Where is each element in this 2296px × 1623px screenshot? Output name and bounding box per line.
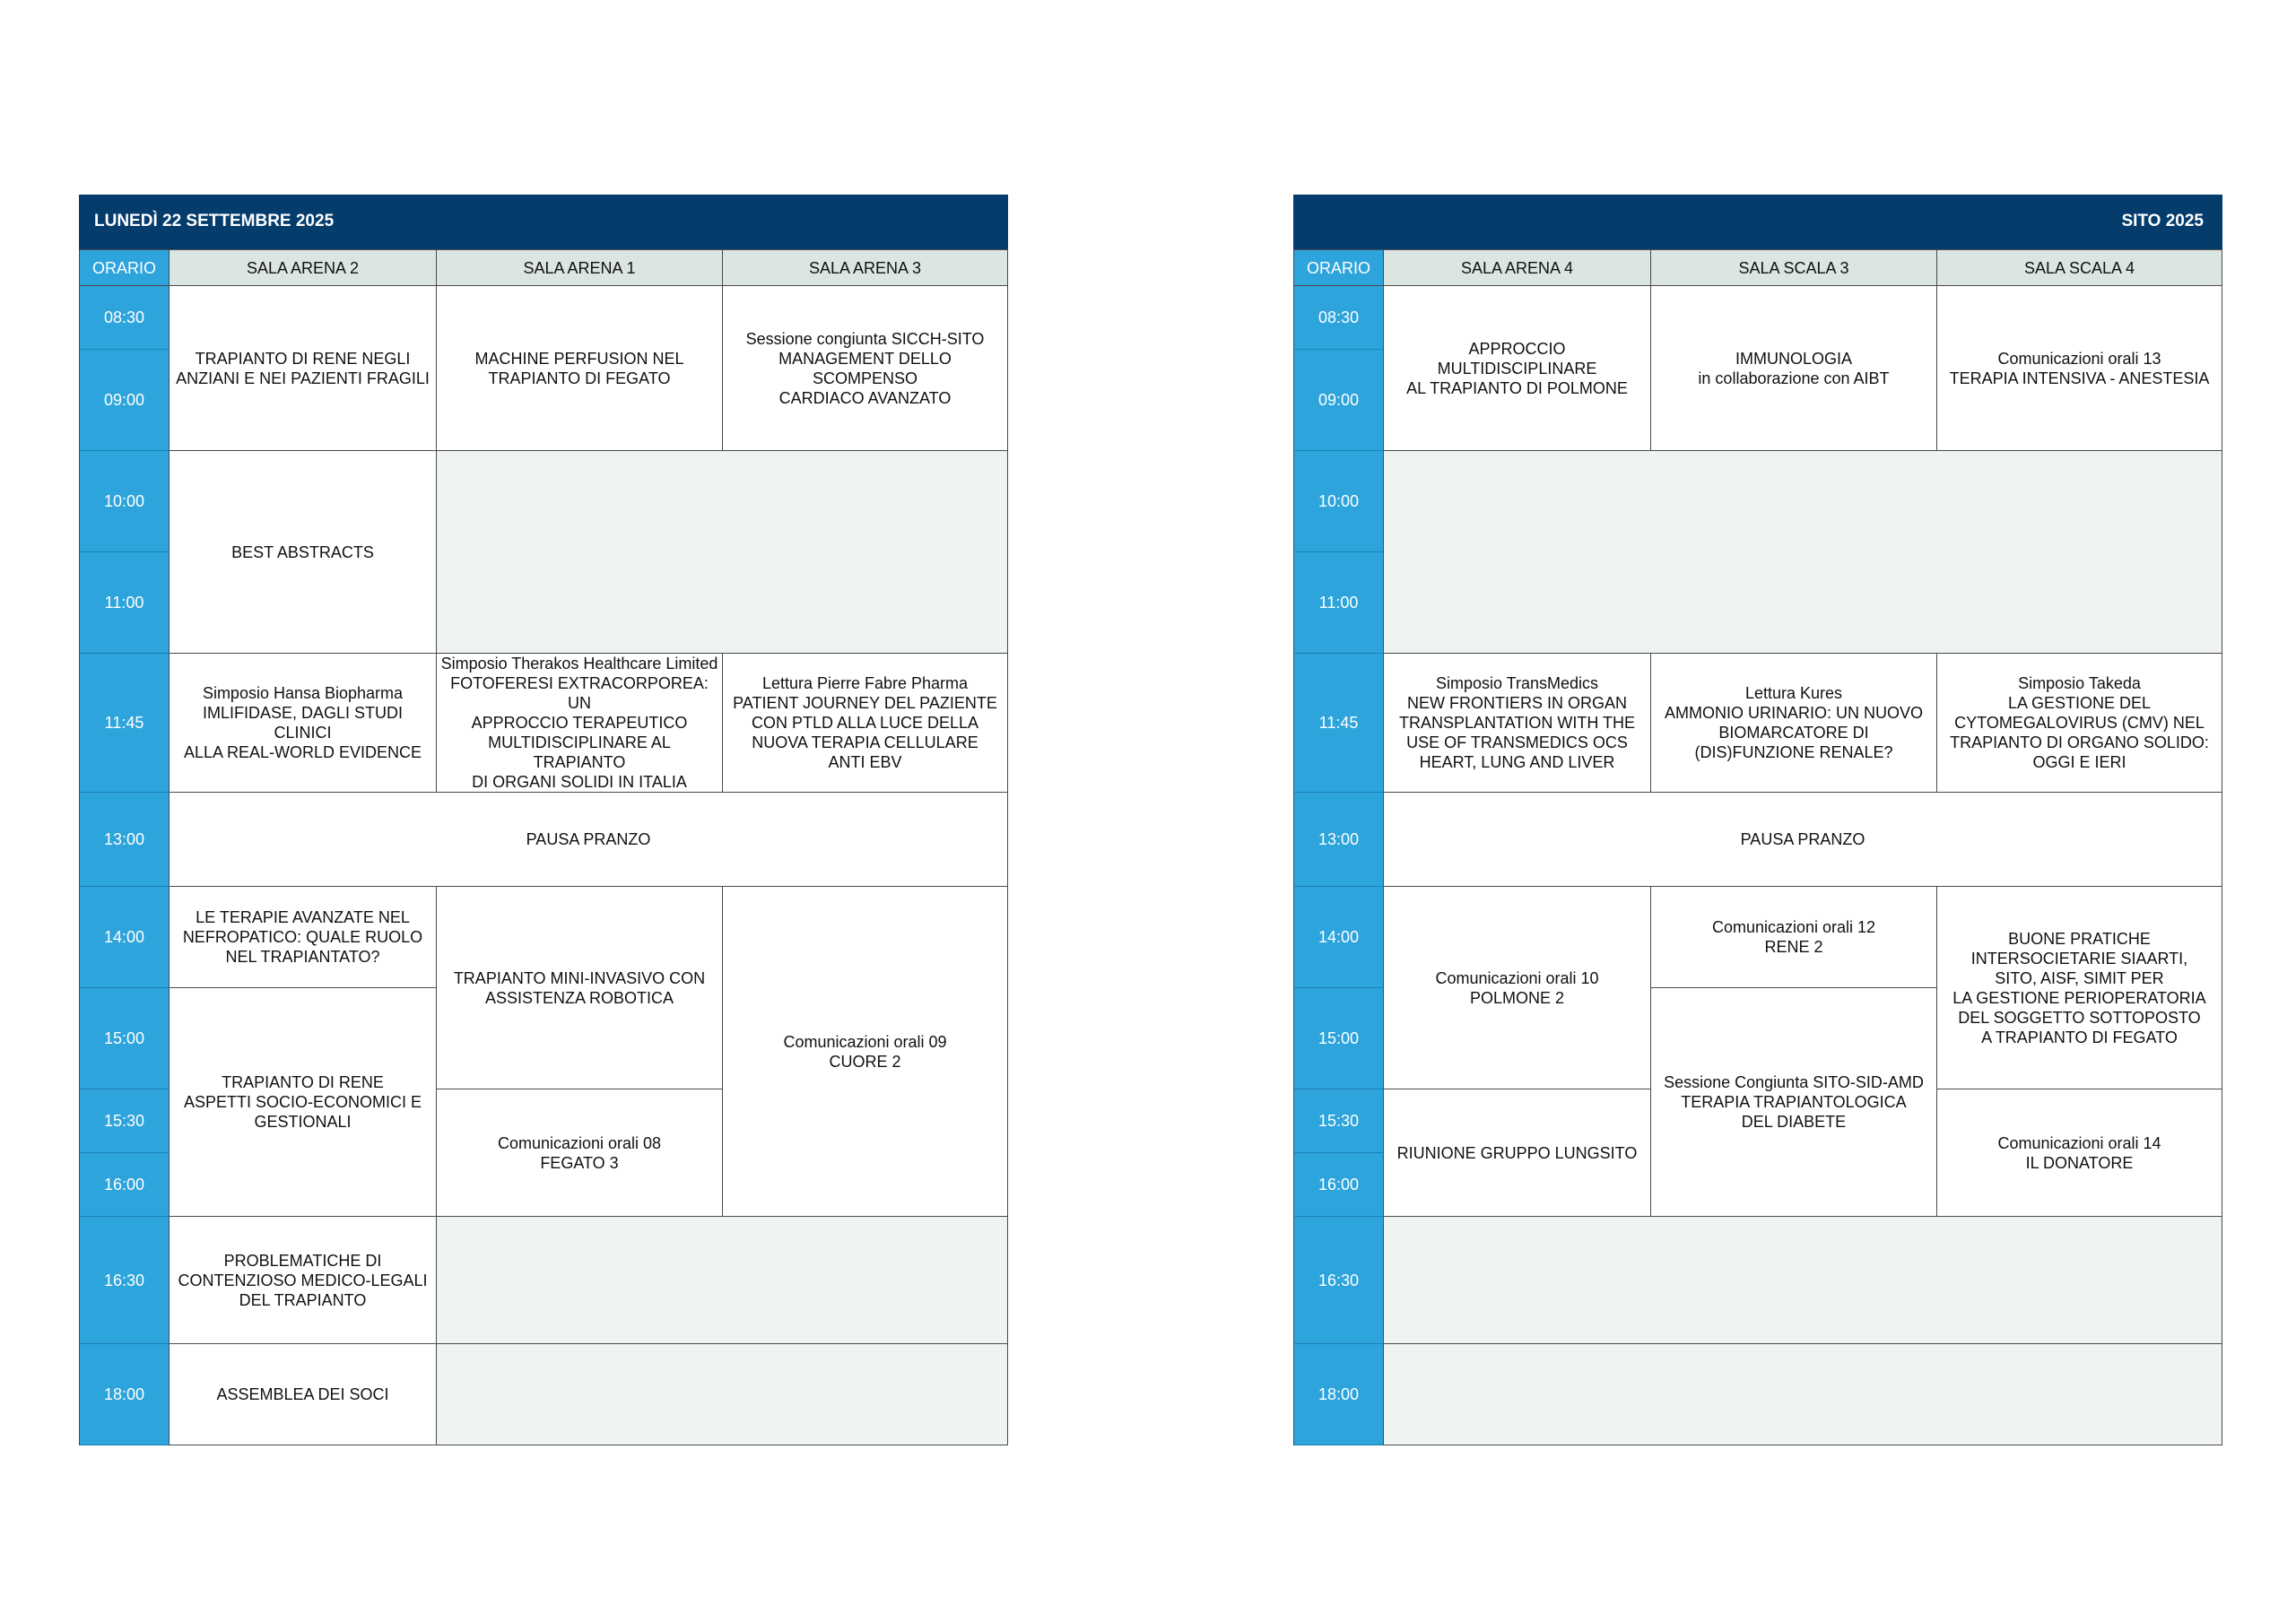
lunch-break: PAUSA PRANZO [1384,793,2222,887]
session-cell: Comunicazioni orali 14 IL DONATORE [1937,1089,2222,1217]
header-room: SALA ARENA 1 [437,249,723,286]
session-cell: TRAPIANTO MINI-INVASIVO CON ASSISTENZA ROBOTICA [437,887,723,1089]
session-cell: TRAPIANTO DI RENE NEGLI ANZIANI E NEI PAZIENTI FRAGILI [170,286,437,451]
time-slot: 08:30 [79,286,170,350]
session-cell: MACHINE PERFUSION NEL TRAPIANTO DI FEGATO [437,286,723,451]
time-slot: 13:00 [79,793,170,887]
header-orario: ORARIO [1293,249,1384,286]
time-slot: 10:00 [79,451,170,552]
schedule-grid-right [1293,249,2222,1445]
session-cell: Sessione congiunta SICCH-SITO MANAGEMENT DELLO SCOMPENSO CARDIACO AVANZATO [723,286,1008,451]
session-cell: Sessione Congiunta SITO-SID-AMD TERAPIA TRAPIANTOLOGICA DEL DIABETE [1651,988,1937,1217]
time-slot: 16:00 [79,1153,170,1217]
empty-slot [1384,451,2222,654]
header-room: SALA ARENA 3 [723,249,1008,286]
session-cell: Simposio Takeda LA GESTIONE DEL CYTOMEGALOVIRUS (CMV) NEL TRAPIANTO DI ORGANO SOLIDO: OGGI E IERI [1937,654,2222,793]
empty-slot [437,451,1008,654]
session-cell: APPROCCIO MULTIDISCIPLINARE AL TRAPIANTO DI POLMONE [1384,286,1651,451]
time-slot: 11:00 [79,552,170,654]
session-cell: LE TERAPIE AVANZATE NEL NEFROPATICO: QUALE RUOLO NEL TRAPIANTATO? [170,887,437,988]
time-slot: 16:00 [1293,1153,1384,1217]
time-slot: 09:00 [1293,350,1384,451]
empty-slot [437,1217,1008,1344]
header-room: SALA SCALA 3 [1651,249,1937,286]
schedule-panel-left [79,195,1008,1444]
empty-slot [1384,1344,2222,1445]
empty-slot [1384,1217,2222,1344]
empty-slot [437,1344,1008,1445]
event-title: SITO 2025 [2121,212,2204,230]
time-slot: 18:00 [79,1344,170,1445]
schedule-panel-right [1293,195,2222,1444]
session-cell: Comunicazioni orali 12 RENE 2 [1651,887,1937,988]
time-slot: 14:00 [1293,887,1384,988]
header-room: SALA ARENA 2 [170,249,437,286]
session-cell: Comunicazioni orali 10 POLMONE 2 [1384,887,1651,1089]
time-slot: 13:00 [1293,793,1384,887]
time-slot: 15:00 [79,988,170,1089]
session-cell: RIUNIONE GRUPPO LUNGSITO [1384,1089,1651,1217]
time-slot: 09:00 [79,350,170,451]
time-slot: 11:45 [1293,654,1384,793]
session-cell: BUONE PRATICHE INTERSOCIETARIE SIAARTI, SITO, AISF, SIMIT PER LA GESTIONE PERIOPERATORIA DEL SOGGETTO SOTTOPOSTO A TRAPIANTO DI FEGATO [1937,887,2222,1089]
time-slot: 11:45 [79,654,170,793]
day-title: LUNEDÌ 22 SETTEMBRE 2025 [94,212,335,230]
session-cell: ASSEMBLEA DEI SOCI [170,1344,437,1445]
time-slot: 08:30 [1293,286,1384,350]
session-cell: Lettura Pierre Fabre Pharma PATIENT JOURNEY DEL PAZIENTE CON PTLD ALLA LUCE DELLA NUOVA TERAPIA CELLULARE ANTI EBV [723,654,1008,793]
time-slot: 15:00 [1293,988,1384,1089]
time-slot: 10:00 [1293,451,1384,552]
session-cell: BEST ABSTRACTS [170,451,437,654]
session-cell: IMMUNOLOGIA in collaborazione con AIBT [1651,286,1937,451]
header-orario: ORARIO [79,249,170,286]
session-cell: Simposio Therakos Healthcare Limited FOTOFERESI EXTRACORPOREA: UN APPROCCIO TERAPEUTICO MULTIDISCIPLINARE AL TRAPIANTO DI ORGANI SOLIDI IN ITALIA [437,654,723,793]
session-cell: Comunicazioni orali 09 CUORE 2 [723,887,1008,1217]
session-cell: PROBLEMATICHE DI CONTENZIOSO MEDICO-LEGALI DEL TRAPIANTO [170,1217,437,1344]
time-slot: 16:30 [1293,1217,1384,1344]
time-slot: 15:30 [1293,1089,1384,1153]
time-slot: 15:30 [79,1089,170,1153]
session-cell: Lettura Kures AMMONIO URINARIO: UN NUOVO BIOMARCATORE DI (DIS)FUNZIONE RENALE? [1651,654,1937,793]
header-room: SALA SCALA 4 [1937,249,2222,286]
time-slot: 14:00 [79,887,170,988]
schedule-grid-left [79,249,1008,1445]
time-slot: 11:00 [1293,552,1384,654]
session-cell: Comunicazioni orali 13 TERAPIA INTENSIVA - ANESTESIA [1937,286,2222,451]
time-slot: 18:00 [1293,1344,1384,1445]
session-cell: Simposio Hansa Biopharma IMLIFIDASE, DAGLI STUDI CLINICI ALLA REAL-WORLD EVIDENCE [170,654,437,793]
session-cell: Comunicazioni orali 08 FEGATO 3 [437,1089,723,1217]
day-title-bar [79,195,1008,249]
session-cell: Simposio TransMedics NEW FRONTIERS IN ORGAN TRANSPLANTATION WITH THE USE OF TRANSMEDICS OCS HEART, LUNG AND LIVER [1384,654,1651,793]
event-title-bar [1293,195,2222,249]
header-room: SALA ARENA 4 [1384,249,1651,286]
session-cell: TRAPIANTO DI RENE ASPETTI SOCIO-ECONOMICI E GESTIONALI [170,988,437,1217]
time-slot: 16:30 [79,1217,170,1344]
lunch-break: PAUSA PRANZO [170,793,1008,887]
